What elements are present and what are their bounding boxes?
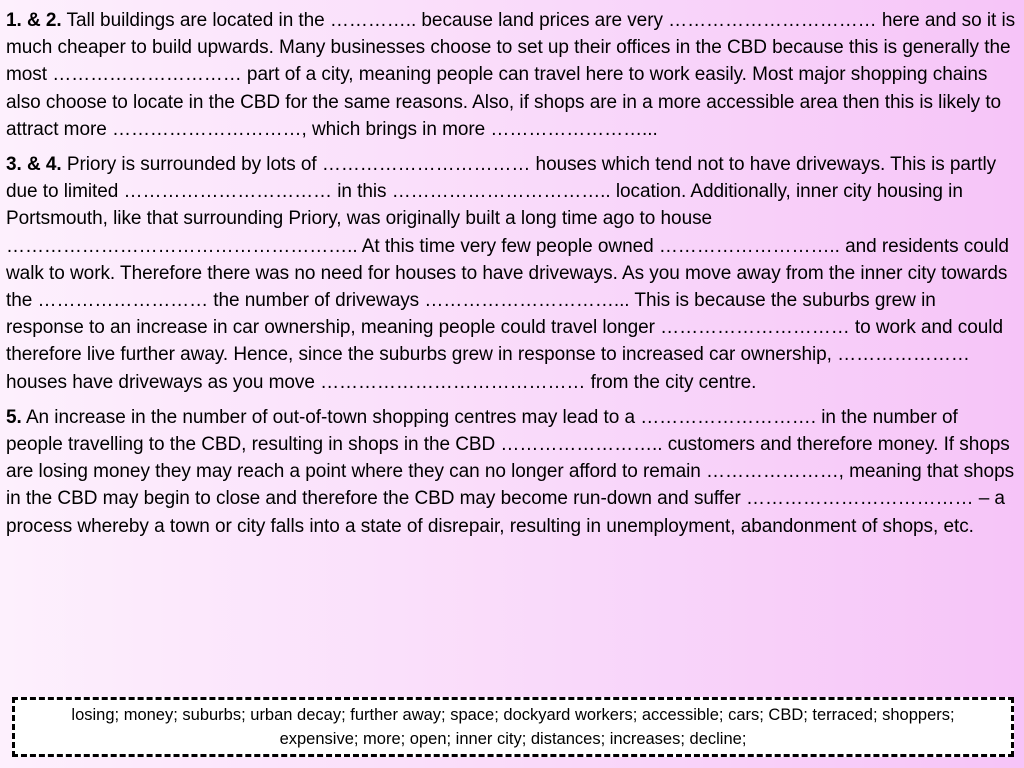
worksheet-content [6, 7, 1016, 548]
paragraph-text: An increase in the number of out-of-town shopping centres may lead to a ………………………. in the number of people travelling to the CBD, resulting in shops in the CBD …………………….. customers and therefore money. If shops are losing money they may reach a point where they can no longer afford to remain …………………, meaning that shops in the CBD may begin to close and therefore the CBD may become run-down and suffer ……………………………… – a process whereby a town or city falls into a state of disrepair, resulting in unemployment, abandonment of shops, etc. [6, 406, 1015, 537]
paragraph-text: Tall buildings are located in the ………….. because land prices are very …………………………… here and so it is much cheaper to build upwards. Many businesses choose to set up their offices in the CBD because this is generally the most ………………………… part of a city, meaning people can travel here to work easily. Most major shopping chains also choose to locate in the CBD for the same reasons. Also, if shops are in a more accessible area then this is likely to attract more …………………………, which brings in more ……………………... [6, 10, 1016, 140]
paragraph-3-4 [6, 151, 1016, 396]
paragraph-number: 1. & 2. [6, 10, 62, 31]
paragraph-text: Priory is surrounded by lots of …………………………… houses which tend not to have driveways. This is partly due to limited …………………………… in this …………………………….. location. Additionally, inner city housing in Portsmouth, like that surrounding Priory, was originally built a long time ago to house ……………………………………………….. At this time very few people owned ……………………….. and residents could walk to work. Therefore there was no need for houses to have driveways. As you move away from the inner city towards the ……………………… the number of driveways …………………………... This is because the suburbs grew in response to an increase in car ownership, meaning people could travel longer ………………………… to work and could therefore live further away. Hence, since the suburbs grew in response to increased car ownership, ………………… houses have driveways as you move …………………………………… from the city centre. [6, 154, 1009, 393]
word-bank-box [12, 697, 1014, 757]
paragraph-5 [6, 404, 1016, 540]
word-bank-text: losing; money; suburbs; urban decay; further away; space; dockyard workers; accessible; cars; CBD; terraced; shoppers; expensive; more; open; inner city; distances; increases; decline; [71, 706, 955, 748]
paragraph-number: 5. [6, 406, 22, 428]
paragraph-1-2 [6, 7, 1016, 143]
paragraph-number: 3. & 4. [6, 154, 62, 176]
